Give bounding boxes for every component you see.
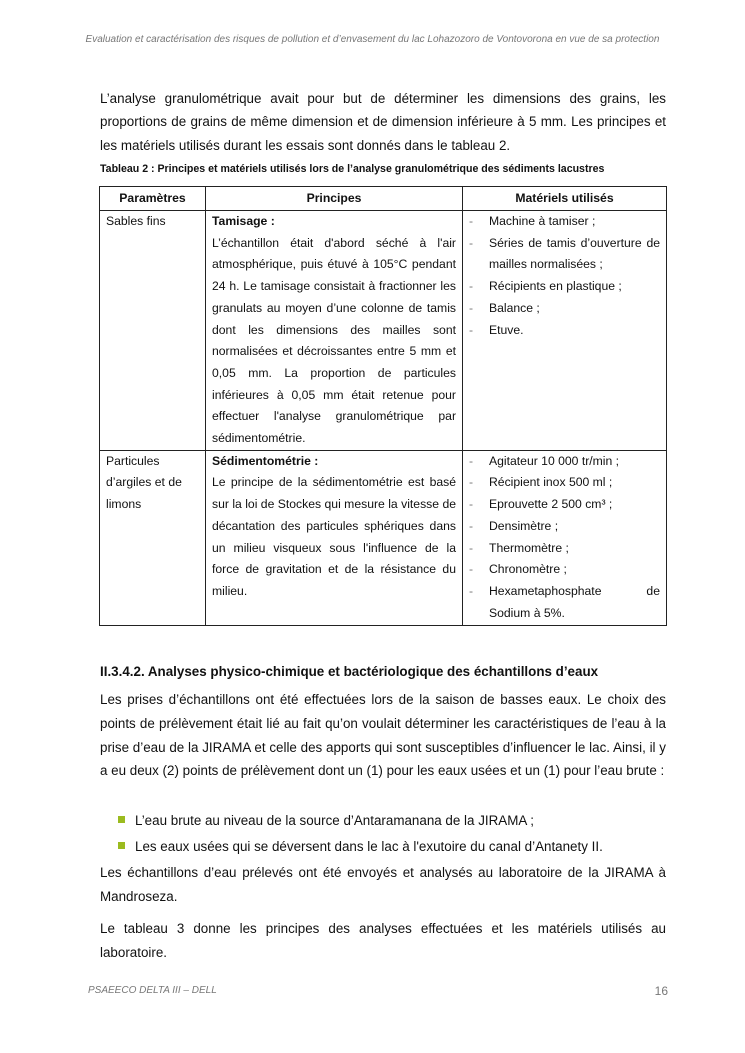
materials-table bbox=[99, 186, 667, 626]
intro-paragraph: L’analyse granulométrique avait pour but de déterminer les dimensions des grains, les proportions de grains de même dimension et de dimension inférieure à 5 mm. Les principes et les matériels utilisés durant les essais sont donnés dans le tableau 2. bbox=[100, 91, 666, 153]
bullet-square-icon bbox=[118, 842, 125, 849]
table3-paragraph: Le tableau 3 donne les principes des analyses effectuées et les matériels utilisés au laboratoire. bbox=[100, 921, 666, 960]
table-row bbox=[100, 450, 667, 625]
material-item: - Thermomètre ; bbox=[469, 538, 660, 560]
bullet-text: L’eau brute au niveau de la source d’Antaramanana de la JIRAMA ; bbox=[135, 813, 534, 828]
materials-cell bbox=[463, 450, 667, 625]
material-item: - Balance ; bbox=[469, 298, 660, 320]
principle-title: Sédimentométrie : bbox=[212, 453, 319, 468]
bullet-item bbox=[118, 813, 534, 828]
principle-title: Tamisage : bbox=[212, 214, 275, 228]
page-number: 16 bbox=[654, 984, 668, 998]
material-item: - Etuve. bbox=[469, 320, 660, 342]
bullet-item bbox=[118, 839, 603, 854]
principle-cell bbox=[206, 211, 463, 451]
principle-cell bbox=[206, 450, 463, 625]
material-item: - Hexametaphosphate de Sodium à 5%. bbox=[469, 581, 660, 624]
table-caption: Tableau 2 : Principes et matériels utilisés lors de l’analyse granulométrique des sédiments lacustres bbox=[100, 163, 605, 175]
material-item: - Récipient inox 500 ml ; bbox=[469, 472, 660, 494]
material-item: - Chronomètre ; bbox=[469, 559, 660, 581]
header-principes: Principes bbox=[206, 187, 463, 211]
principle-text: Le principe de la sédimentométrie est basé sur la loi de Stockes qui mesure la vitesse de décantation des particules sphériques dans un milieu visqueux sous l'influence de la force de gravitation et de la résistance du milieu. bbox=[212, 475, 456, 598]
principle-text: L’échantillon était d'abord séché à l'air atmosphérique, puis étuvé à 105°C pendant 24 h. Le tamisage consistait à fractionner les granulats au moyen d’une colonne de tamis dont les dimensions des mailles sont normalisées et décroissantes entre 5 mm et 0,05 mm. La proportion de particules inférieures à 0,05 mm était retenue pour effectuer l'analyse granulométrique par sédimentométrie. bbox=[212, 235, 456, 446]
bullet-square-icon bbox=[118, 816, 125, 823]
footer-left: PSAEECO DELTA III – DELL bbox=[88, 985, 217, 996]
material-item: - Agitateur 10 000 tr/min ; bbox=[469, 451, 660, 473]
running-header: Evaluation et caractérisation des risques de pollution et d’envasement du lac Lohazozoro de Vontovorona en vue de sa protection bbox=[85, 34, 660, 45]
material-item: - Eprouvette 2 500 cm³ ; bbox=[469, 494, 660, 516]
header-parametres: Paramètres bbox=[100, 187, 206, 211]
param-cell: Particules d’argiles et de limons bbox=[100, 450, 206, 625]
material-item: - Récipients en plastique ; bbox=[469, 276, 660, 298]
param-cell: Sables fins bbox=[100, 211, 206, 451]
section-heading: II.3.4.2. Analyses physico-chimique et bactériologique des échantillons d’eaux bbox=[100, 664, 599, 679]
table-row bbox=[100, 211, 667, 451]
materials-cell bbox=[463, 211, 667, 451]
lab-paragraph: Les échantillons d’eau prélevés ont été envoyés et analysés au laboratoire de la JIRAMA à Mandroseza. bbox=[100, 865, 666, 904]
header-materiels: Matériels utilisés bbox=[463, 187, 667, 211]
bullet-text: Les eaux usées qui se déversent dans le lac à l'exutoire du canal d’Antanety II. bbox=[135, 839, 603, 854]
sampling-paragraph: Les prises d’échantillons ont été effectuées lors de la saison de basses eaux. Le choix des points de prélèvement était lié au fait qu’on voulait déterminer les caractéristiques de l’eau à la prise d’eau de la JIRAMA et celle des apports qui sont susceptibles d’influencer le lac. Ainsi, il y a eu deux (2) points de prélèvement dont un (1) pour les eaux usées et un (1) pour l’eau brute : bbox=[100, 692, 666, 779]
material-item: - Séries de tamis d’ouverture de mailles normalisées ; bbox=[469, 233, 660, 276]
material-item: - Machine à tamiser ; bbox=[469, 211, 660, 233]
table-header-row bbox=[100, 187, 667, 211]
material-item: - Densimètre ; bbox=[469, 516, 660, 538]
